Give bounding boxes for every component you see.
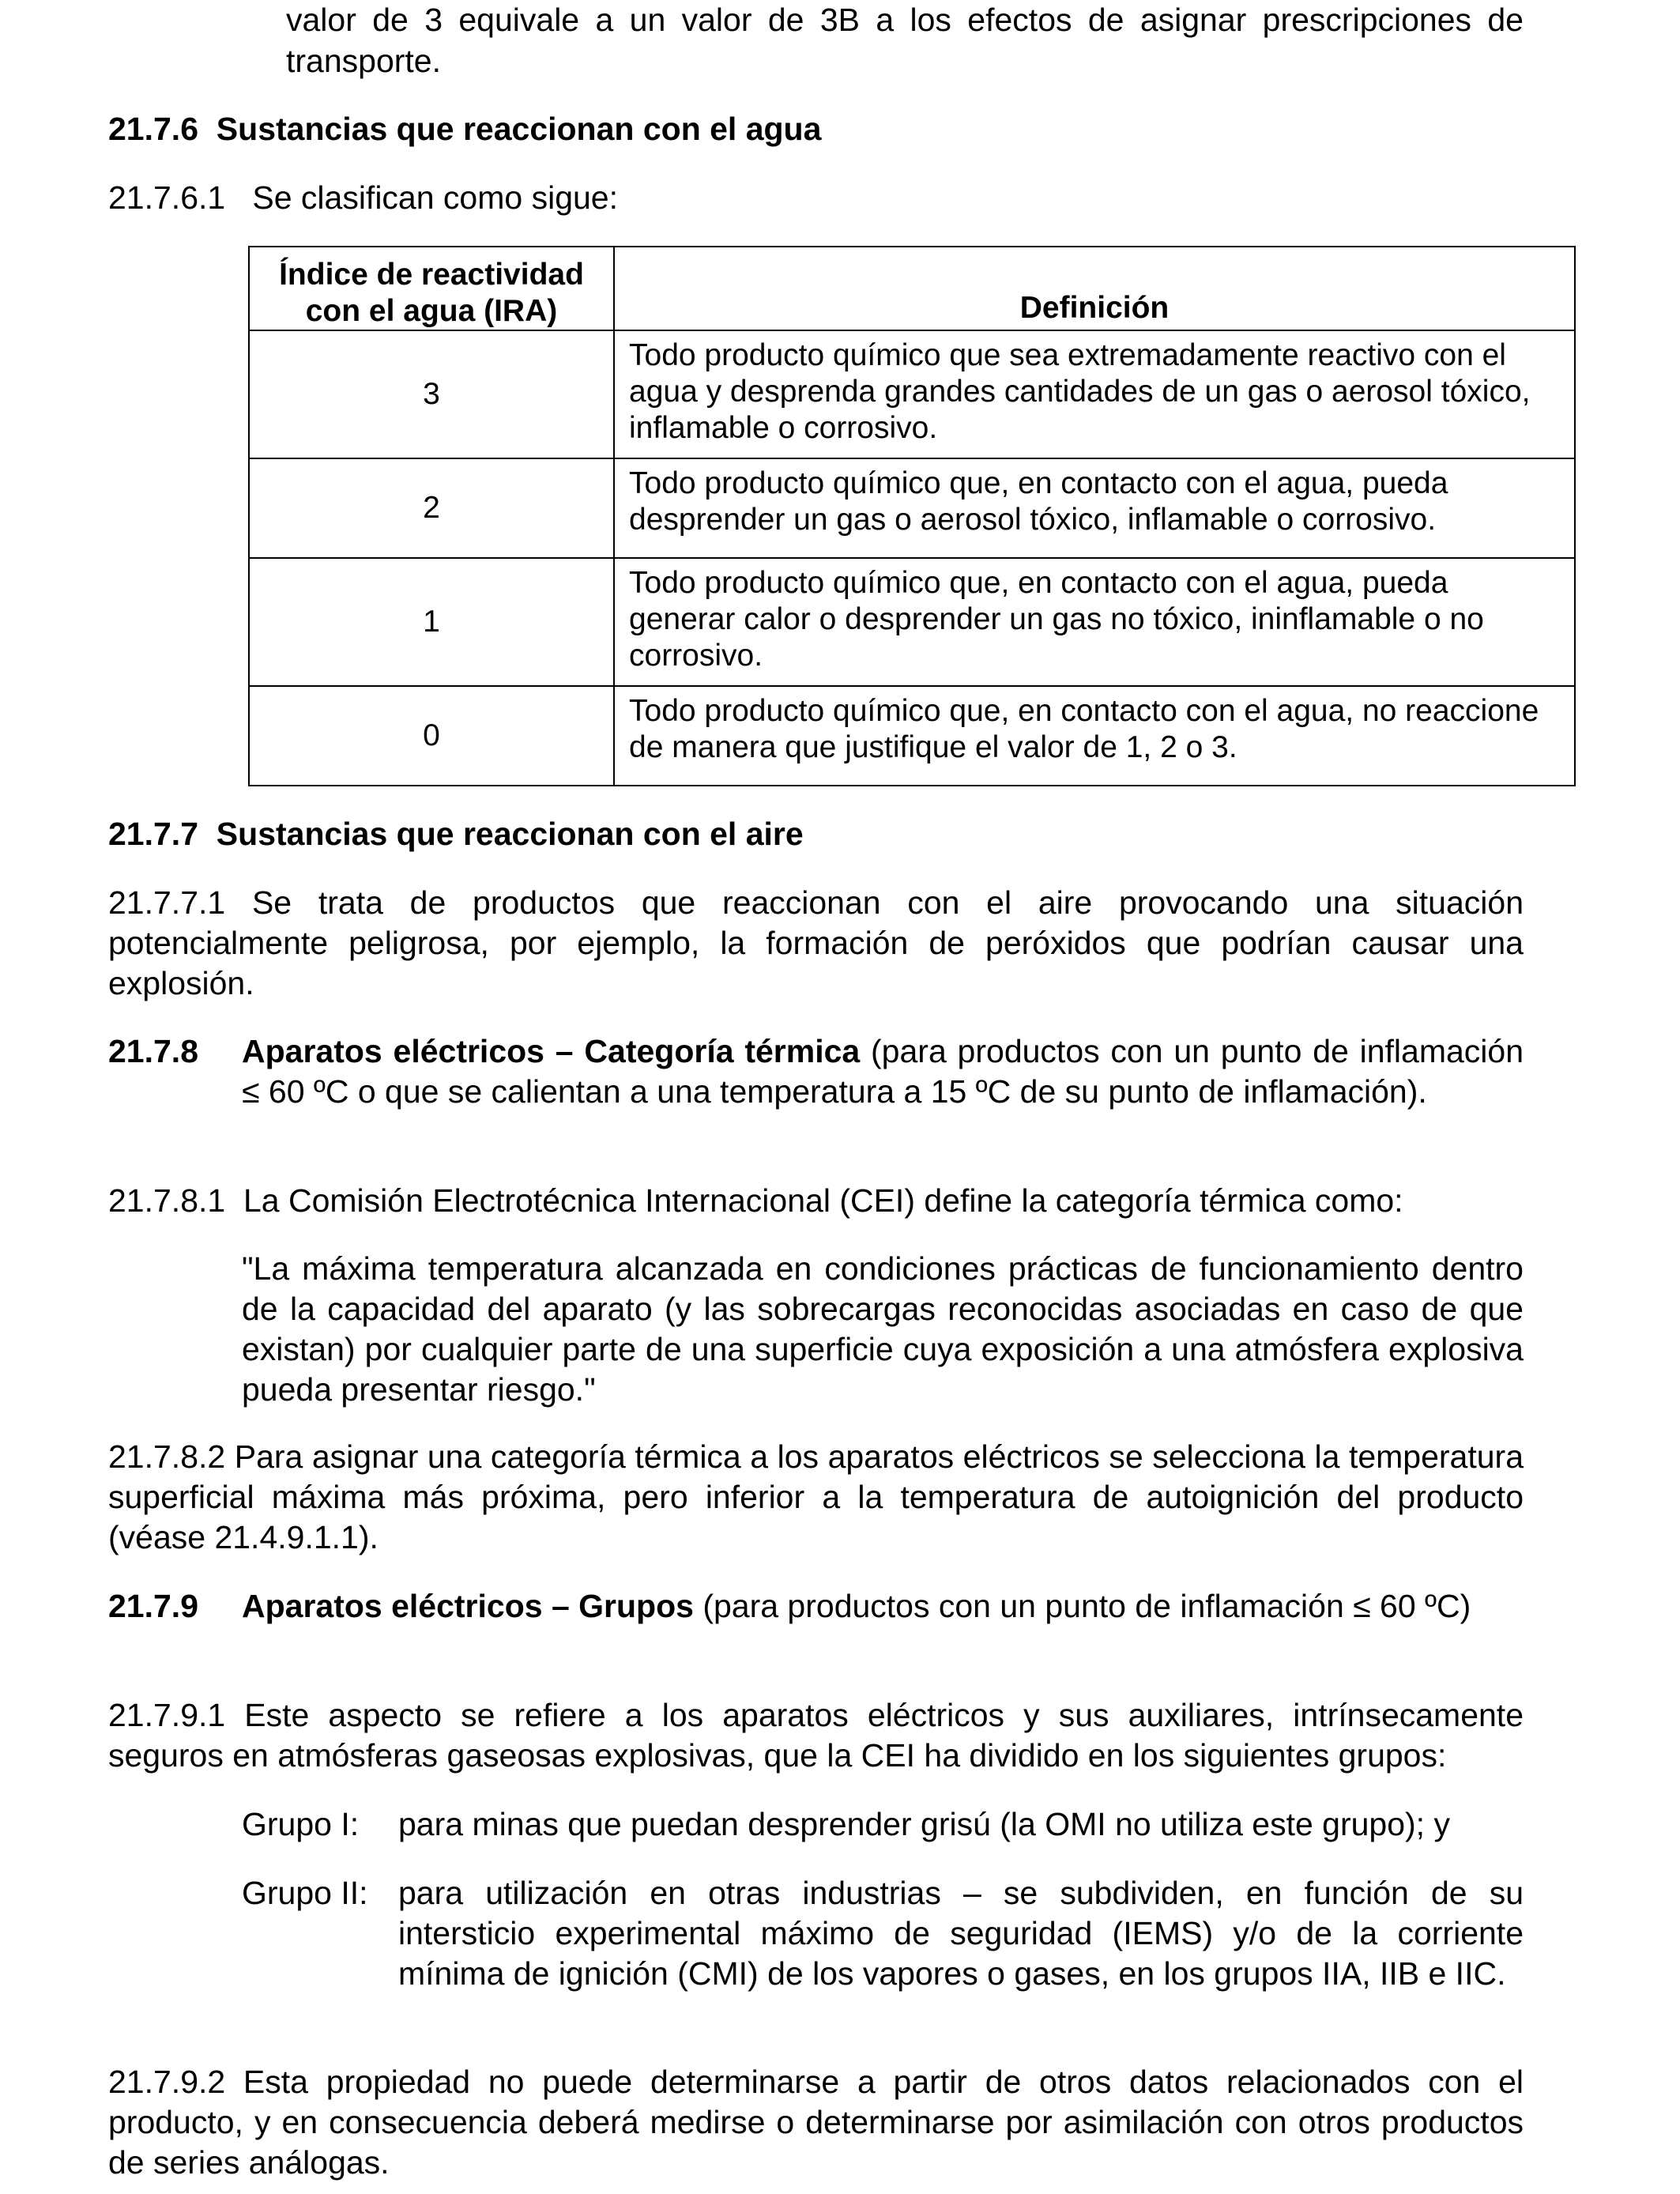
definition-text: Todo producto químico que, en contacto con el agua, pueda generar calor o desprender un gas no tóxico, ininflamable o no corrosivo.	[614, 558, 1575, 686]
group-1-label: Grupo I:	[242, 1806, 360, 1842]
paragraph-21-7-9-1: 21.7.9.1 Este aspecto se refiere a los aparatos eléctricos y sus auxiliares, intrínsecamente seguros en atmósferas gaseosas explosivas, que la CEI ha dividido en los siguientes grupos:	[108, 1697, 1524, 1774]
ira-value: 3	[249, 330, 614, 458]
section-21-7-9-heading	[242, 1586, 1524, 1627]
section-title-rest: (para productos con un punto de inflamación ≤ 60 ºC)	[703, 1588, 1471, 1624]
table-row	[249, 558, 1575, 686]
section-21-7-8-number	[108, 1031, 198, 1072]
header-ira-line2: con el agua (IRA)	[305, 294, 558, 328]
section-21-7-8-heading	[242, 1031, 1524, 1112]
section-title-rest: (para productos con un punto de inflamación ≤ 60 ºC o que se calientan a una temperatura a 15 ºC de su punto de inflamación).	[242, 1033, 1524, 1110]
header-definition: Definición	[614, 247, 1575, 330]
paragraph-21-7-7-1: 21.7.7.1 Se trata de productos que reaccionan con el aire provocando una situación potencialmente peligrosa, por ejemplo, la formación de peróxidos que podrían causar una explosión.	[108, 884, 1524, 1001]
section-number: 21.7.8	[108, 1033, 198, 1069]
paragraph-text: La Comisión Electrotécnica Internacional (CEI) define la categoría térmica como:	[243, 1182, 1403, 1219]
section-21-7-7-heading	[108, 814, 804, 854]
paragraph-number: 21.7.6.1	[108, 179, 226, 216]
section-number: 21.7.6	[108, 111, 198, 147]
section-21-7-9-number	[108, 1586, 198, 1627]
section-title: Sustancias que reaccionan con el aire	[216, 816, 804, 852]
table-row	[249, 458, 1575, 558]
section-number: 21.7.7	[108, 816, 198, 852]
section-title: Aparatos eléctricos – Categoría térmica	[242, 1033, 861, 1069]
paragraph-text: Se clasifican como sigue:	[252, 179, 618, 216]
definition-text: Todo producto químico que, en contacto con el agua, pueda desprender un gas o aerosol tóxico, inflamable o corrosivo.	[614, 458, 1575, 558]
table-header-row	[249, 247, 1575, 330]
cei-quote: "La máxima temperatura alcanzada en condiciones prácticas de funcionamiento dentro de la capacidad del aparato (y las sobrecargas reconocidas asociadas en caso de que existan) por cualquier parte de una superficie cuya exposición a una atmósfera explosiva pueda presentar riesgo."	[242, 1250, 1524, 1408]
section-title: Aparatos eléctricos – Grupos	[242, 1588, 694, 1624]
definition-text: Todo producto químico que sea extremadamente reactivo con el agua y desprenda grandes cantidades de un gas o aerosol tóxico, inflamable o corrosivo.	[614, 330, 1575, 458]
definition-text: Todo producto químico que, en contacto con el agua, no reaccione de manera que justifique el valor de 1, 2 o 3.	[614, 686, 1575, 786]
paragraph-21-7-8-2: 21.7.8.2 Para asignar una categoría térmica a los aparatos eléctricos se selecciona la temperatura superficial máxima más próxima, pero inferior a la temperatura de autoignición del producto (véase 21.4.9.1.1).	[108, 1438, 1524, 1555]
ira-value: 0	[249, 686, 614, 786]
paragraph-21-7-9-2: 21.7.9.2 Esta propiedad no puede determinarse a partir de otros datos relacionados con el producto, y en consecuencia deberá medirse o determinarse por asimilación con otros productos de series análogas.	[108, 2064, 1524, 2181]
section-21-7-6-heading	[108, 109, 821, 149]
paragraph-21-7-6-1	[108, 178, 618, 218]
paragraph-number: 21.7.8.1	[108, 1182, 226, 1219]
group-2-label: Grupo II:	[242, 1875, 368, 1911]
section-title: Sustancias que reaccionan con el agua	[216, 111, 822, 147]
paragraph-21-7-8-1	[108, 1181, 1403, 1221]
intro-line-1: valor de 3 equivale a un valor de 3B a los efectos de asignar prescripciones de	[286, 2, 1524, 38]
group-1-text: para minas que puedan desprender grisú (la OMI no utiliza este grupo); y	[398, 1806, 1450, 1842]
reactivity-table	[248, 246, 1576, 786]
intro-line-2: transporte.	[286, 43, 441, 79]
group-2-text: para utilización en otras industrias – se subdividen, en función de su intersticio experimental máximo de seguridad (IEMS) y/o de la corriente mínima de ignición (CMI) de los vapores o gases, en los grupos IIA, IIB e IIC.	[398, 1875, 1524, 1992]
header-ira	[249, 247, 614, 330]
ira-value: 1	[249, 558, 614, 686]
section-number: 21.7.9	[108, 1588, 198, 1624]
table-row	[249, 330, 1575, 458]
header-ira-line1: Índice de reactividad	[279, 258, 584, 292]
table-row	[249, 686, 1575, 786]
ira-value: 2	[249, 458, 614, 558]
